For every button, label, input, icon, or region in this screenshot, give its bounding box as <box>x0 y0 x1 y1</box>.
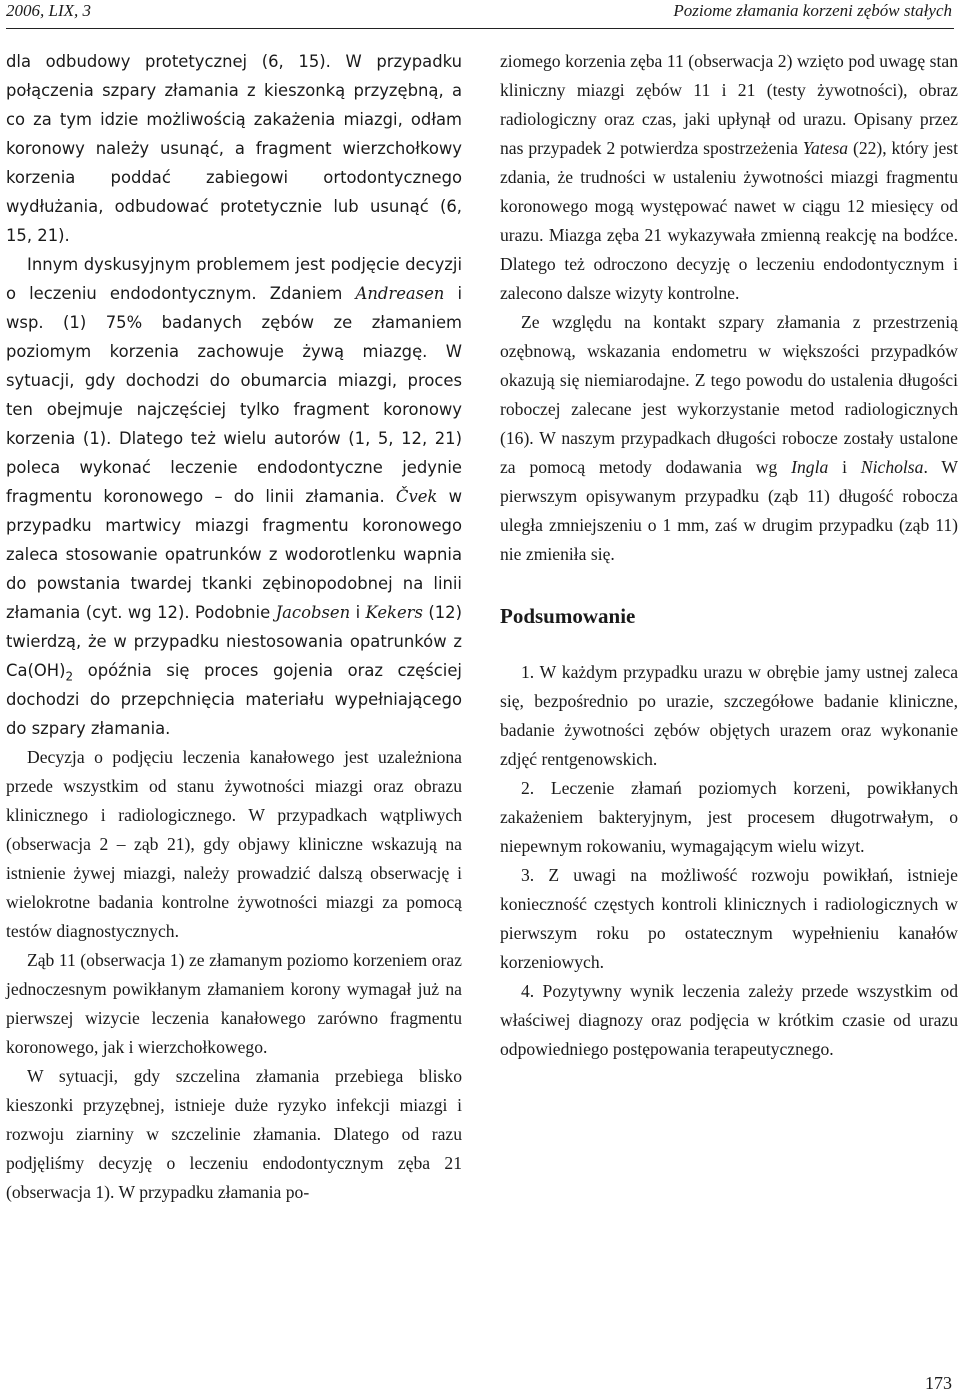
running-title: Poziome złamania korzeni zębów stałych <box>673 1 952 20</box>
section-heading: Podsumowanie <box>500 604 636 628</box>
right-column <box>500 47 958 1064</box>
summary-item: 2. Leczenie złamań poziomych korzeni, powikłanych zakażeniem bakteryjnym, jest procesem długotrwałym, o niepewnym rokowaniu, wymagającym wielu wizyt. <box>500 778 958 856</box>
paragraph: dla odbudowy protetycznej (6, 15). W przypadku połączenia szpary złamania z kieszonką przyzębną, a co za tym idzie możliwością zakażenia miazgi, odłam koronowy należy usunąć, a fragment wierzchołkowy korzenia poddać zabiegowi ortodontycznego wydłużania, odbudować protetycznie lub usunąć (6, 15, 21). <box>6 52 462 245</box>
page-number: 173 <box>925 1373 952 1393</box>
paragraph: Decyzja o podjęciu leczenia kanałowego jest uzależniona przede wszystkim od stanu żywotności miazgi oraz obrazu klinicznego i radiologicznego. W przypadkach wątpliwych (obserwacja 2 – ząb 21), gdy objawy kliniczne wskazują na istnienie żywej miazgi, należy prowadzić dalszą obserwację i wielokrotne badania kontrolne żywotności miazgi za pomocą testów diagnostycznych. <box>6 747 462 941</box>
paragraph: Ząb 11 (obserwacja 1) ze złamanym poziomo korzeniem oraz jednoczesnym powikłanym złamaniem korony wymagał już na pierwszej wizycie leczenia kanałowego zarówno fragmentu koronowego, jak i wierzchołkowego. <box>6 950 462 1057</box>
journal-issue: 2006, LIX, 3 <box>6 1 91 20</box>
summary-item: 1. W każdym przypadku urazu w obrębie jamy ustnej zaleca się, bezpośrednio po urazie, szczegółowe badanie kliniczne, badanie żywotności zębów objętych urazem oraz wykonanie zdjęć rentgenowskich. <box>500 662 958 769</box>
author-name: Čvek <box>395 487 438 506</box>
header-rule <box>6 28 954 29</box>
summary-item: 3. Z uwagi na możliwość rozwoju powikłań, istnieje konieczność częstych kontroli klinicznych i radiologicznych w pierwszym roku po ostatecznym wypełnieniu kanałów korzeniowych. <box>500 865 958 972</box>
paragraph: W sytuacji, gdy szczelina złamania przebiega blisko kieszonki przyzębnej, istnieje duże ryzyko infekcji miazgi i rozwoju ziarniny w szczelinie złamania. Dlatego od razu podjęliśmy decyzję o leczeniu endodontycznym zęba 21 (obserwacja 1). W przypadku złamania po- <box>6 1066 462 1202</box>
author-name: Ingla <box>791 457 829 477</box>
author-name: Andreasen <box>355 284 445 303</box>
summary-item: 4. Pozytywny wynik leczenia zależy przede wszystkim od właściwej diagnozy oraz podjęcia w krótkim czasie od urazu odpowiedniego postępowania terapeutycznego. <box>500 981 958 1059</box>
author-name: Jacobsen <box>275 603 351 622</box>
subscript: 2 <box>65 669 74 684</box>
paragraph: Ze względu na kontakt szpary złamania z przestrzenią ozębnową, wskazania endometru w większości przypadków okazują się niemiarodajne. Z tego powodu do ustalenia długości roboczej zalecane jest wykorzystanie metod radiologicznych (16). W naszym przypadkach długości robocze zostały ustalone za pomocą metody dodawania wg Ingla i Nicholsa. W pierwszym opisywanym przypadku (ząb 11) długość robocza uległa zmniejszeniu o 1 mm, zaś w drugim przypadku (ząb 11) nie zmieniła się. <box>500 312 959 564</box>
left-column <box>6 47 462 1207</box>
running-header <box>0 0 960 30</box>
author-name: Yatesa <box>802 138 849 158</box>
author-name: Kekers <box>365 603 423 622</box>
paragraph: ziomego korzenia zęba 11 (obserwacja 2) wzięto pod uwagę stan kliniczny miazgi zębów 11 i 21 (testy żywotności), obraz radiologiczny oraz czas, jaki upłynął od urazu. Opisany przez nas przypadek 2 potwierdza spostrzeżenia Yatesa (22), który jest zdania, że trudności w ustaleniu żywotności miazgi fragmentu koronowego mogą występować nawet w ciągu 12 miesięcy od urazu. Miazga zęba 21 wykazywała zmienną reakcję na bodźce. Dlatego też odroczono decyzję o leczeniu endodontycznym i zalecono dalsze wizyty kontrolne. <box>500 51 958 303</box>
author-name: Nicholsa <box>860 457 924 477</box>
paragraph: Innym dyskusyjnym problemem jest podjęcie decyzji o leczeniu endodontycznym. Zdaniem Andreasen i wsp. (1) 75% badanych zębów ze złamaniem poziomym korzenia zachowuje żywą miazgę. W sytuacji, gdy dochodzi do obumarcia miazgi, proces ten obejmuje najczęściej tylko fragment koronowy korzenia (1). Dlatego też wielu autorów (1, 5, 12, 21) poleca wykonać leczenie endodontyczne jedynie fragmentu koronowego – do linii złamania. Čvek w przypadku martwicy miazgi fragmentu koronowego zaleca stosowanie opatrunków z wodorotlenku wapnia do powstania twardej tkanki zębinopodobnej na linii złamania (cyt. wg 12). Podobnie Jacobsen i Kekers (12) twierdzą, że w przypadku niestosowania opatrunków z $Ca(OH)_2$ opóźnia się proces gojenia oraz częściej dochodzi do przepchnięcia materiału wypełniającego do szpary złamania. <box>6 255 463 738</box>
